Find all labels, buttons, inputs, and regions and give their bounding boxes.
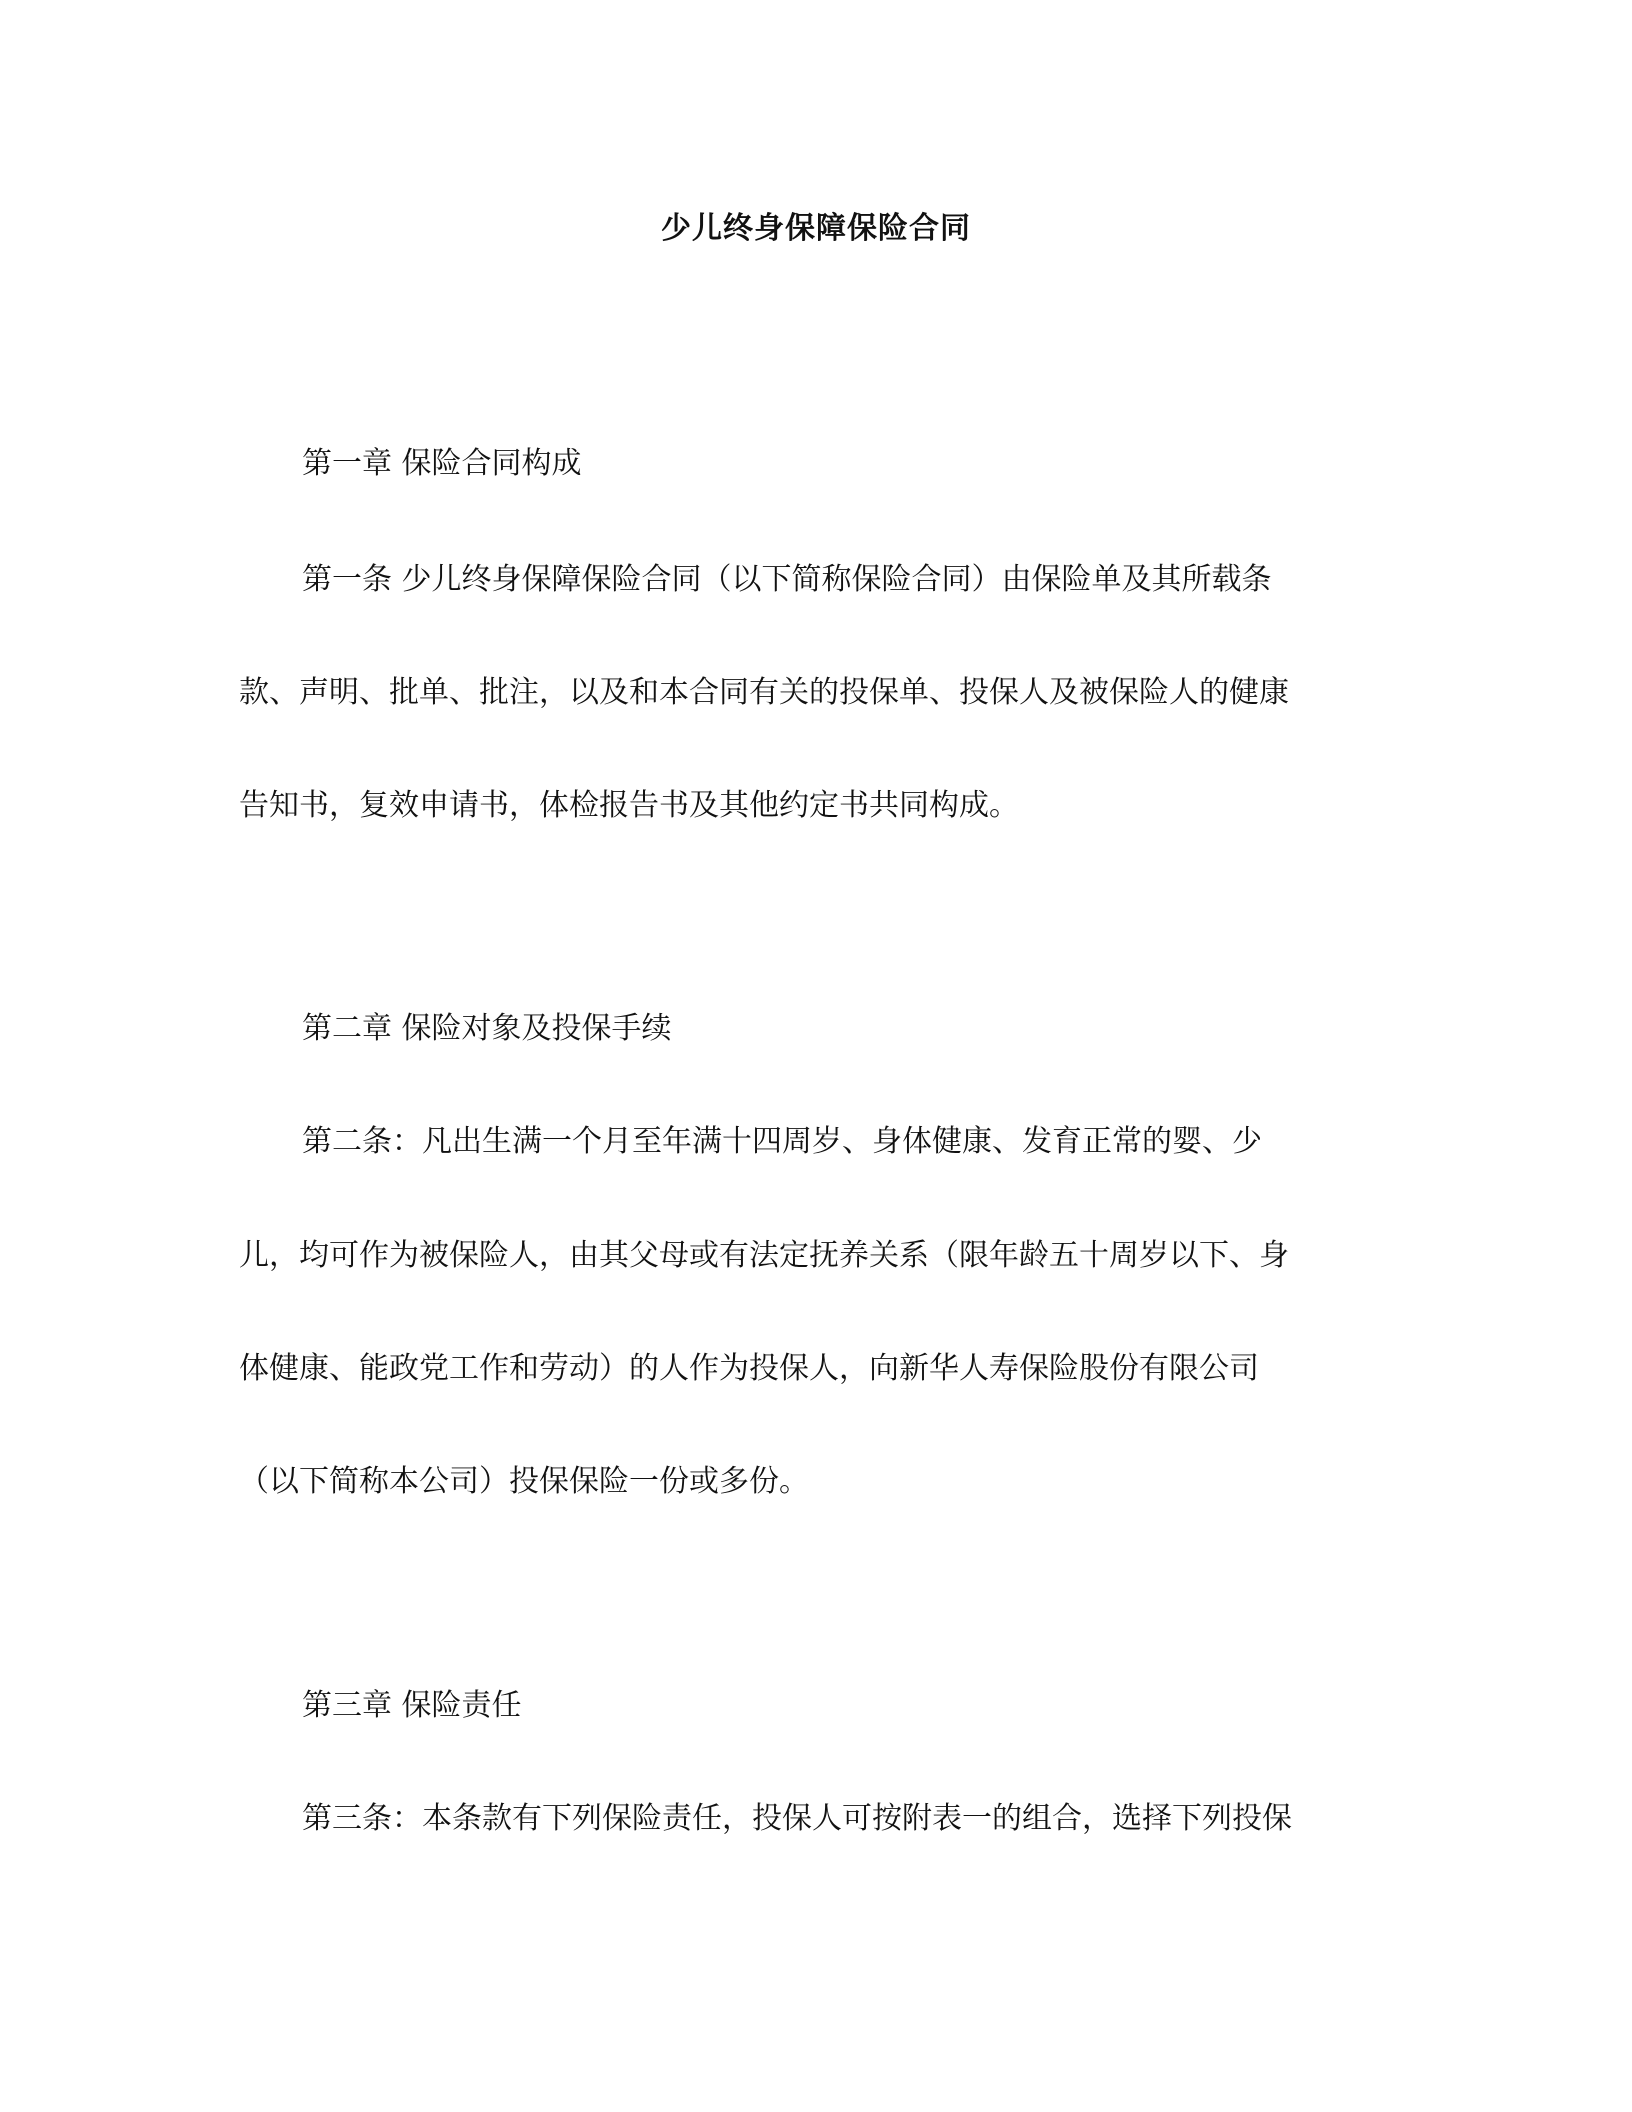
article-3-line-1: 第三条：本条款有下列保险责任，投保人可按附表一的组合，选择下列投保	[302, 1801, 1292, 1836]
article-2-line-2: 儿，均可作为被保险人，由其父母或有法定抚养关系（限年龄五十周岁以下、身	[239, 1238, 1289, 1273]
article-2-line-1: 第二条：凡出生满一个月至年满十四周岁、身体健康、发育正常的婴、少	[302, 1124, 1262, 1159]
chapter-3-heading: 第三章 保险责任	[302, 1688, 522, 1723]
chapter-1-heading: 第一章 保险合同构成	[302, 446, 582, 481]
document-title: 少儿终身保障保险合同	[661, 211, 971, 246]
chapter-2-heading: 第二章 保险对象及投保手续	[302, 1011, 672, 1046]
article-1-line-2: 款、声明、批单、批注，以及和本合同有关的投保单、投保人及被保险人的健康	[239, 675, 1289, 710]
article-1-line-1: 第一条 少儿终身保障保险合同（以下简称保险合同）由保险单及其所载条	[302, 562, 1272, 597]
article-2-line-3: 体健康、能政党工作和劳动）的人作为投保人，向新华人寿保险股份有限公司	[239, 1351, 1259, 1386]
article-2-line-4: （以下简称本公司）投保保险一份或多份。	[239, 1464, 809, 1499]
article-1-line-3: 告知书，复效申请书，体检报告书及其他约定书共同构成。	[239, 788, 1019, 823]
